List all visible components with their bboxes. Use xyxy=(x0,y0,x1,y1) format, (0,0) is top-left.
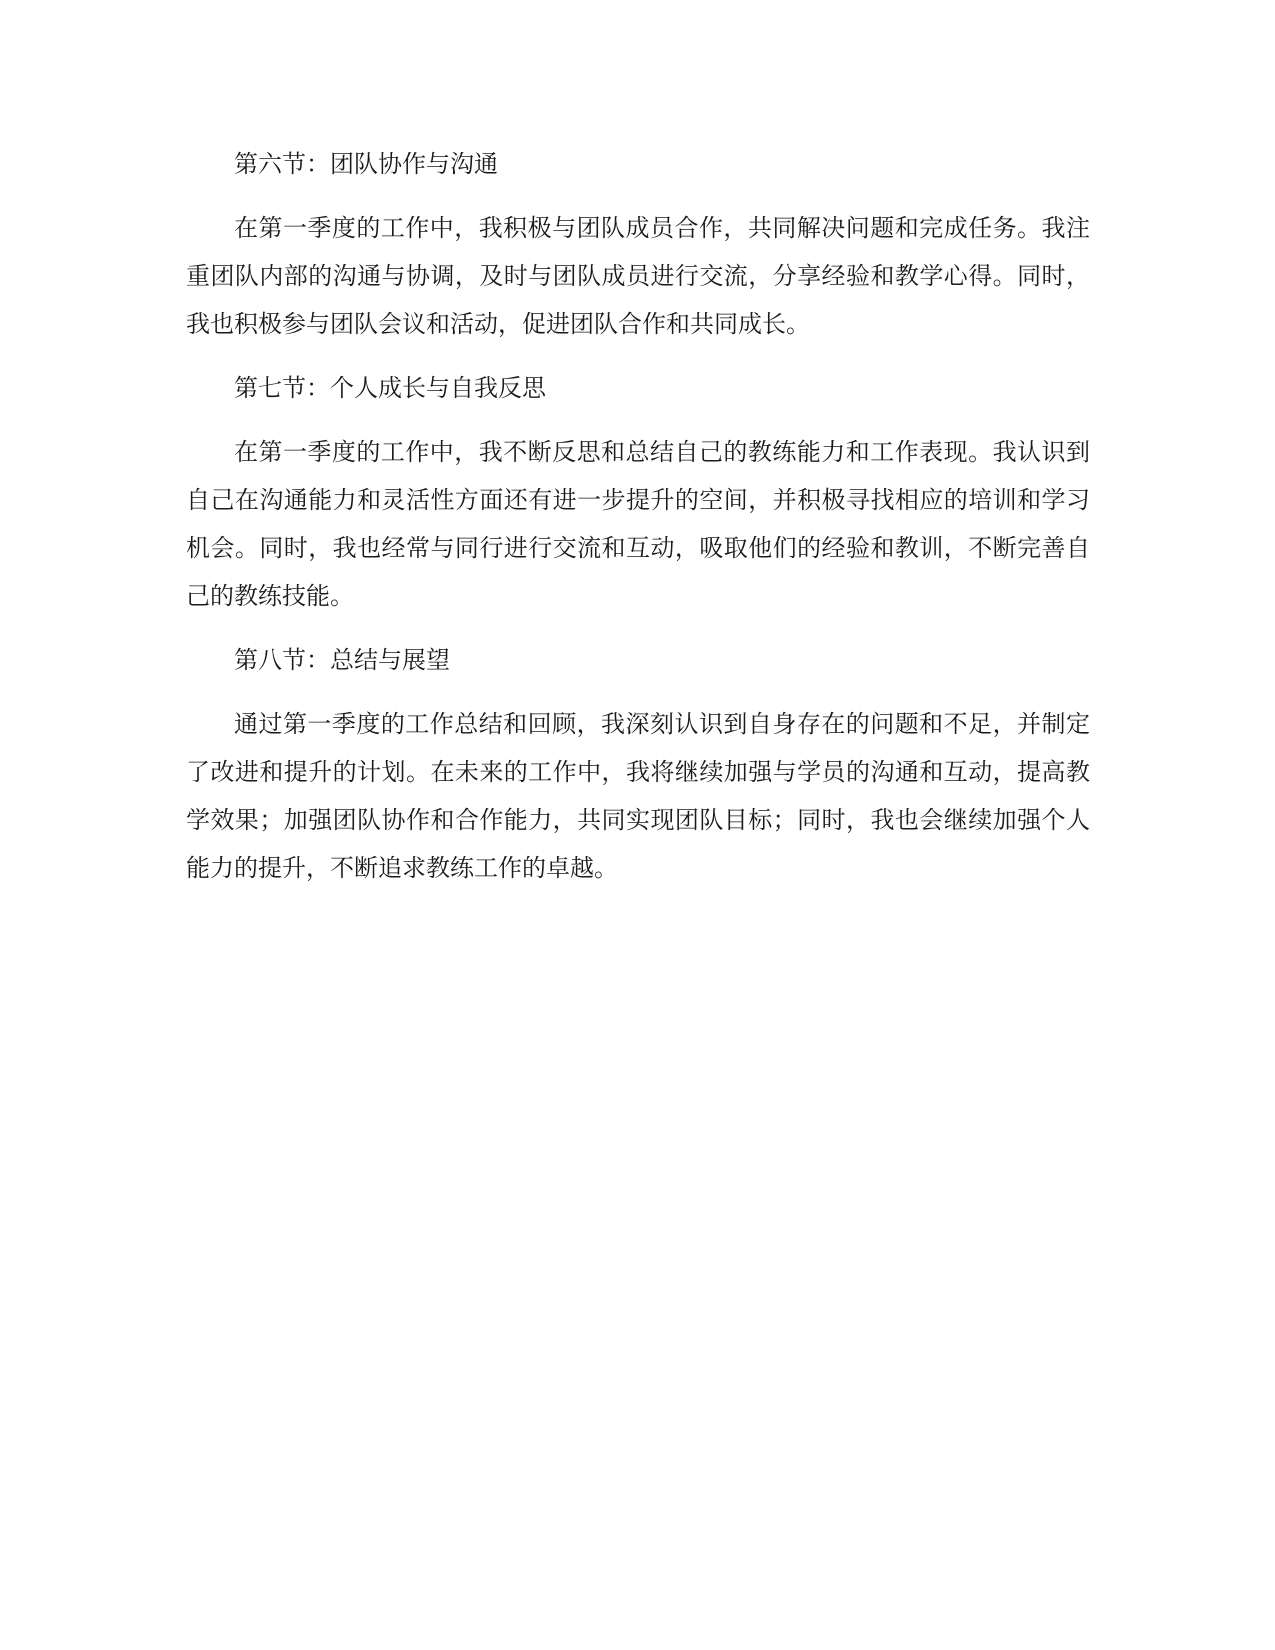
section-heading: 第七节：个人成长与自我反思 xyxy=(234,374,546,402)
section-heading: 第六节：团队协作与沟通 xyxy=(234,150,498,178)
document-body xyxy=(186,140,1090,908)
section-paragraph: 通过第一季度的工作总结和回顾，我深刻认识到自身存在的问题和不足，并制定了改进和提升的计划。在未来的工作中，我将继续加强与学员的沟通和互动，提高教学效果；加强团队协作和合作能力，共同实现团队目标；同时，我也会继续加强个人能力的提升，不断追求教练工作的卓越。 xyxy=(186,710,1090,882)
section-paragraph: 在第一季度的工作中，我不断反思和总结自己的教练能力和工作表现。我认识到自己在沟通能力和灵活性方面还有进一步提升的空间，并积极寻找相应的培训和学习机会。同时，我也经常与同行进行交流和互动，吸取他们的经验和教训，不断完善自己的教练技能。 xyxy=(186,438,1090,610)
section-paragraph: 在第一季度的工作中，我积极与团队成员合作，共同解决问题和完成任务。我注重团队内部的沟通与协调，及时与团队成员进行交流，分享经验和教学心得。同时，我也积极参与团队会议和活动，促进团队合作和共同成长。 xyxy=(186,214,1090,338)
section-heading: 第八节：总结与展望 xyxy=(234,646,450,674)
